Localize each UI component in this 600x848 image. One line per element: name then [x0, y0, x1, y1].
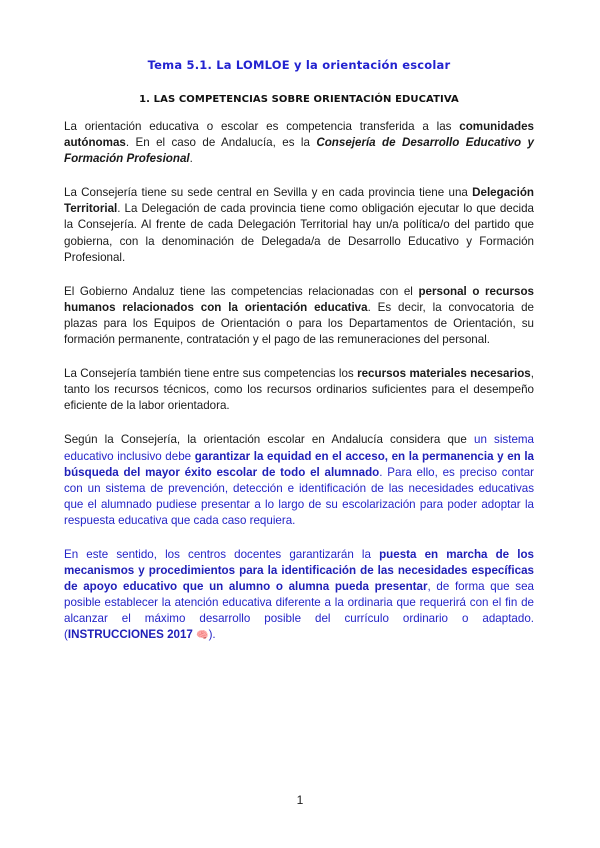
text: Según la Consejería, la orientación escolar en Andalucía considera que — [64, 433, 474, 447]
document-page — [64, 58, 534, 663]
text: En este sentido, los centros docentes garantizarán la — [64, 547, 380, 561]
text: ). — [208, 628, 216, 642]
blue-text — [64, 433, 534, 526]
paragraph-5 — [64, 432, 534, 529]
paragraph-6 — [64, 547, 534, 645]
text: . La Delegación de cada provincia tiene como obligación ejecutar lo que decida la Consejería. Al frente de cada Delegación Territorial hay un/a política/o del partido que gobierna, con la denominación de Delegada/a de Desarrollo Educativo y Formación Profesional. — [64, 202, 534, 264]
text: La orientación educativa o escolar es competencia transferida a las — [64, 120, 460, 133]
text: . En el caso de Andalucía, es la — [125, 136, 317, 150]
paragraph-3 — [64, 284, 534, 348]
bold-text: puesta en marcha de los mecanismos y procedimientos para la identificación de las necesidades específicas de apoyo educativo que un alumno o alumna pueda presentar — [64, 547, 535, 594]
text: El Gobierno Andaluz tiene las competencias relacionadas con el — [64, 284, 419, 298]
brain-icon: 🧠 — [196, 630, 209, 642]
paragraph-2 — [64, 185, 534, 265]
bold-text: garantizar la equidad en el acceso, en la permanencia y en la búsqueda del mayor éxito escolar de todo el alumnado — [64, 449, 534, 479]
instructions-reference: INSTRUCCIONES 2017 — [67, 628, 193, 642]
text: . — [189, 152, 193, 166]
text: La Consejería también tiene entre sus competencias los — [64, 367, 358, 381]
text: , de forma que sea posible establecer la atención educativa diferente a la ordinaria que requerirá con el fin de alcanzar el máximo desarrollo posible del currículo ordinario o adaptado. ( — [64, 580, 534, 642]
text: . Para ello, es preciso contar con un sistema de prevención, detección e identificación de las necesidades educativas que el alumnado pudiese presentar a lo largo de su escolarización para poder adoptar la respuesta educativa que cada caso requiera. — [64, 465, 535, 527]
bold-text: Delegación Territorial — [64, 186, 534, 216]
bold-text: comunidades autónomas — [64, 120, 534, 150]
text: . Es decir, la convocatoria de plazas para los Equipos de Orientación o para los Departamentos de Orientación, su formación permanente, contratación y el pago de las remuneraciones del personal. — [64, 300, 534, 347]
bold-text: personal o recursos humanos relacionados con la orientación educativa — [64, 284, 535, 314]
paragraph-4 — [64, 366, 534, 414]
paragraph-1 — [64, 119, 534, 167]
section-title: 1. LAS COMPETENCIAS SOBRE ORIENTACIÓN EDUCATIVA — [139, 94, 459, 105]
page-number: 1 — [296, 793, 304, 807]
bold-text: recursos materiales necesarios — [357, 367, 531, 381]
text: , tanto los recursos técnicos, como los recursos ordinarios suficientes para el desempeño eficiente de la labor orientadora. — [64, 367, 534, 413]
text: La Consejería tiene su sede central en Sevilla y en cada provincia tiene una — [64, 186, 473, 200]
bold-italic-text: Consejería de Desarrollo Educativo y Formación Profesional — [64, 136, 534, 166]
text: un sistema educativo inclusivo debe — [64, 433, 534, 463]
page-title: Tema 5.1. La LOMLOE y la orientación escolar — [147, 58, 451, 72]
